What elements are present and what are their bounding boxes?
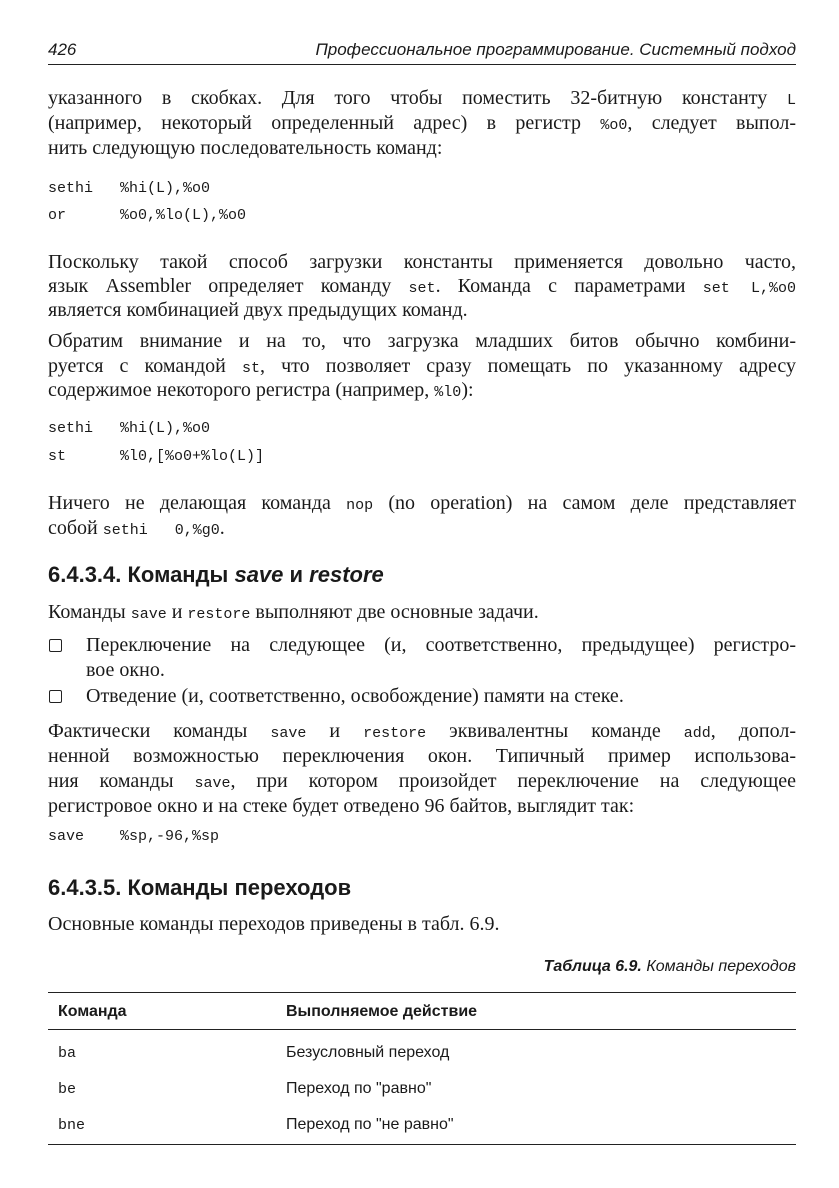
para3-text: руется с командой xyxy=(48,355,242,377)
para4-line1 xyxy=(48,491,796,518)
para4-line2 xyxy=(48,516,796,543)
running-header xyxy=(48,38,796,65)
para6-line3 xyxy=(48,769,796,796)
para6-line4: регистровое окно и на стеке будет отведено 96 байтов, выглядит так: xyxy=(48,795,635,817)
inline-code: nop xyxy=(346,497,374,514)
inline-code: %l0 xyxy=(434,384,462,401)
section-heading xyxy=(48,562,384,588)
heading-text: и xyxy=(283,562,310,587)
inline-code: save xyxy=(270,725,307,742)
heading-keyword: save xyxy=(234,562,284,587)
section-heading: 6.4.3.5. Команды переходов xyxy=(48,875,352,900)
table-cell-command: be xyxy=(58,1081,77,1098)
para3-line3 xyxy=(48,378,796,405)
para6-text: Фактически команды xyxy=(48,720,271,742)
para3-text: , что позволяет сразу помещать по указанному адресу xyxy=(259,355,796,377)
para6-line1 xyxy=(48,719,796,746)
para5 xyxy=(48,600,796,627)
table-caption xyxy=(544,958,796,976)
bullet-text xyxy=(86,633,796,683)
bullet-line: вое окно. xyxy=(86,659,165,681)
inline-code: %o0 xyxy=(600,117,628,134)
para1-line2 xyxy=(48,111,796,138)
inline-code: set xyxy=(408,280,436,297)
para3-line2 xyxy=(48,354,796,381)
para7: Основные команды переходов приведены в табл. 6.9. xyxy=(48,913,500,935)
para3-line1: Обратим внимание и на то, что загрузка младших битов обычно комбини- xyxy=(48,330,796,352)
bullet-text xyxy=(86,684,796,709)
table-cell-command: ba xyxy=(58,1045,77,1062)
heading-text: 6.4.3.4. Команды xyxy=(48,562,235,587)
table-cell-action: Переход по "равно" xyxy=(286,1080,432,1097)
para2-line3: является комбинацией двух предыдущих команд. xyxy=(48,299,468,321)
caption-label: Таблица 6.9. xyxy=(543,958,642,975)
para5-text: Команды xyxy=(48,601,131,623)
code-op: sethi xyxy=(48,420,94,437)
para5-text: и xyxy=(166,601,188,623)
inline-code: st xyxy=(241,360,260,377)
running-title: Профессиональное программирование. Системный подход xyxy=(315,40,796,59)
para5-text: выполняют две основные задачи. xyxy=(250,601,539,623)
code-line xyxy=(48,828,219,845)
inline-code: restore xyxy=(187,606,251,623)
table-header-rule xyxy=(48,1029,796,1030)
para6-text: , допол- xyxy=(710,720,797,742)
inline-code: sethi 0,%g0 xyxy=(102,522,220,539)
para1-line3: нить следующую последовательность команд: xyxy=(48,137,443,159)
code-args: %hi(L),%o0 xyxy=(120,180,211,197)
para6-line2: ненной возможностью переключения окон. Типичный пример использова- xyxy=(48,745,796,767)
inline-code: save xyxy=(194,775,231,792)
para2-text: язык Assembler определяет команду xyxy=(48,275,409,297)
code-op: save xyxy=(48,828,85,845)
para2-line1: Поскольку такой способ загрузки константы применяется довольно часто, xyxy=(48,251,796,273)
table-cell-command: bne xyxy=(58,1117,86,1134)
para2-line2 xyxy=(48,274,796,301)
inline-code: restore xyxy=(363,725,427,742)
checkbox-bullet-icon xyxy=(49,690,62,703)
para6-text: , при котором произойдет переключение на следующее xyxy=(230,770,796,792)
para1-text: указанного в скобках. Для того чтобы поместить 32-битную константу xyxy=(48,87,787,109)
para6-text: эквивалентны команде xyxy=(426,720,684,742)
inline-code: L xyxy=(786,92,796,109)
para2-text: . Команда с параметрами xyxy=(435,275,703,297)
para1-text: (например, некоторый определенный адрес) в регистр xyxy=(48,112,601,134)
inline-code: save xyxy=(130,606,167,623)
code-line xyxy=(48,207,246,224)
code-line xyxy=(48,180,210,197)
inline-code: set L,%o0 xyxy=(702,280,797,297)
checkbox-bullet-icon xyxy=(49,639,62,652)
table-cell-action: Переход по "не равно" xyxy=(286,1116,454,1133)
code-line xyxy=(48,448,264,465)
para1-text: , следует выпол- xyxy=(627,112,796,134)
para6-text: ния команды xyxy=(48,770,195,792)
para4-text: (no operation) на самом деле представляет xyxy=(373,492,796,514)
table-header-command: Команда xyxy=(58,1003,127,1020)
table-bottom-rule xyxy=(48,1144,796,1145)
para4-text: Ничего не делающая команда xyxy=(48,492,347,514)
para1-line1 xyxy=(48,86,796,113)
caption-text: Команды переходов xyxy=(641,958,796,975)
inline-code: add xyxy=(683,725,711,742)
code-op: or xyxy=(48,207,67,224)
para3-text: содержимое некоторого регистра (например, xyxy=(48,379,435,401)
para3-text: ): xyxy=(461,379,474,401)
table-top-rule xyxy=(48,992,796,993)
code-line xyxy=(48,420,210,437)
page-number: 426 xyxy=(48,40,77,59)
code-args: %l0,[%o0+%lo(L)] xyxy=(120,448,265,465)
code-args: %hi(L),%o0 xyxy=(120,420,211,437)
bullet-line: Отведение (и, соответственно, освобождение) памяти на стеке. xyxy=(86,685,624,707)
bullet-line: Переключение на следующее (и, соответственно, предыдущее) регистро- xyxy=(86,634,796,656)
code-op: sethi xyxy=(48,180,94,197)
para4-text: . xyxy=(219,517,225,539)
para6-text: и xyxy=(306,720,364,742)
table-header-action: Выполняемое действие xyxy=(286,1003,478,1020)
heading-keyword: restore xyxy=(309,562,384,587)
code-op: st xyxy=(48,448,67,465)
para4-text: собой xyxy=(48,517,103,539)
table-cell-action: Безусловный переход xyxy=(286,1044,450,1061)
code-args: %sp,-96,%sp xyxy=(120,828,220,845)
code-args: %o0,%lo(L),%o0 xyxy=(120,207,247,224)
